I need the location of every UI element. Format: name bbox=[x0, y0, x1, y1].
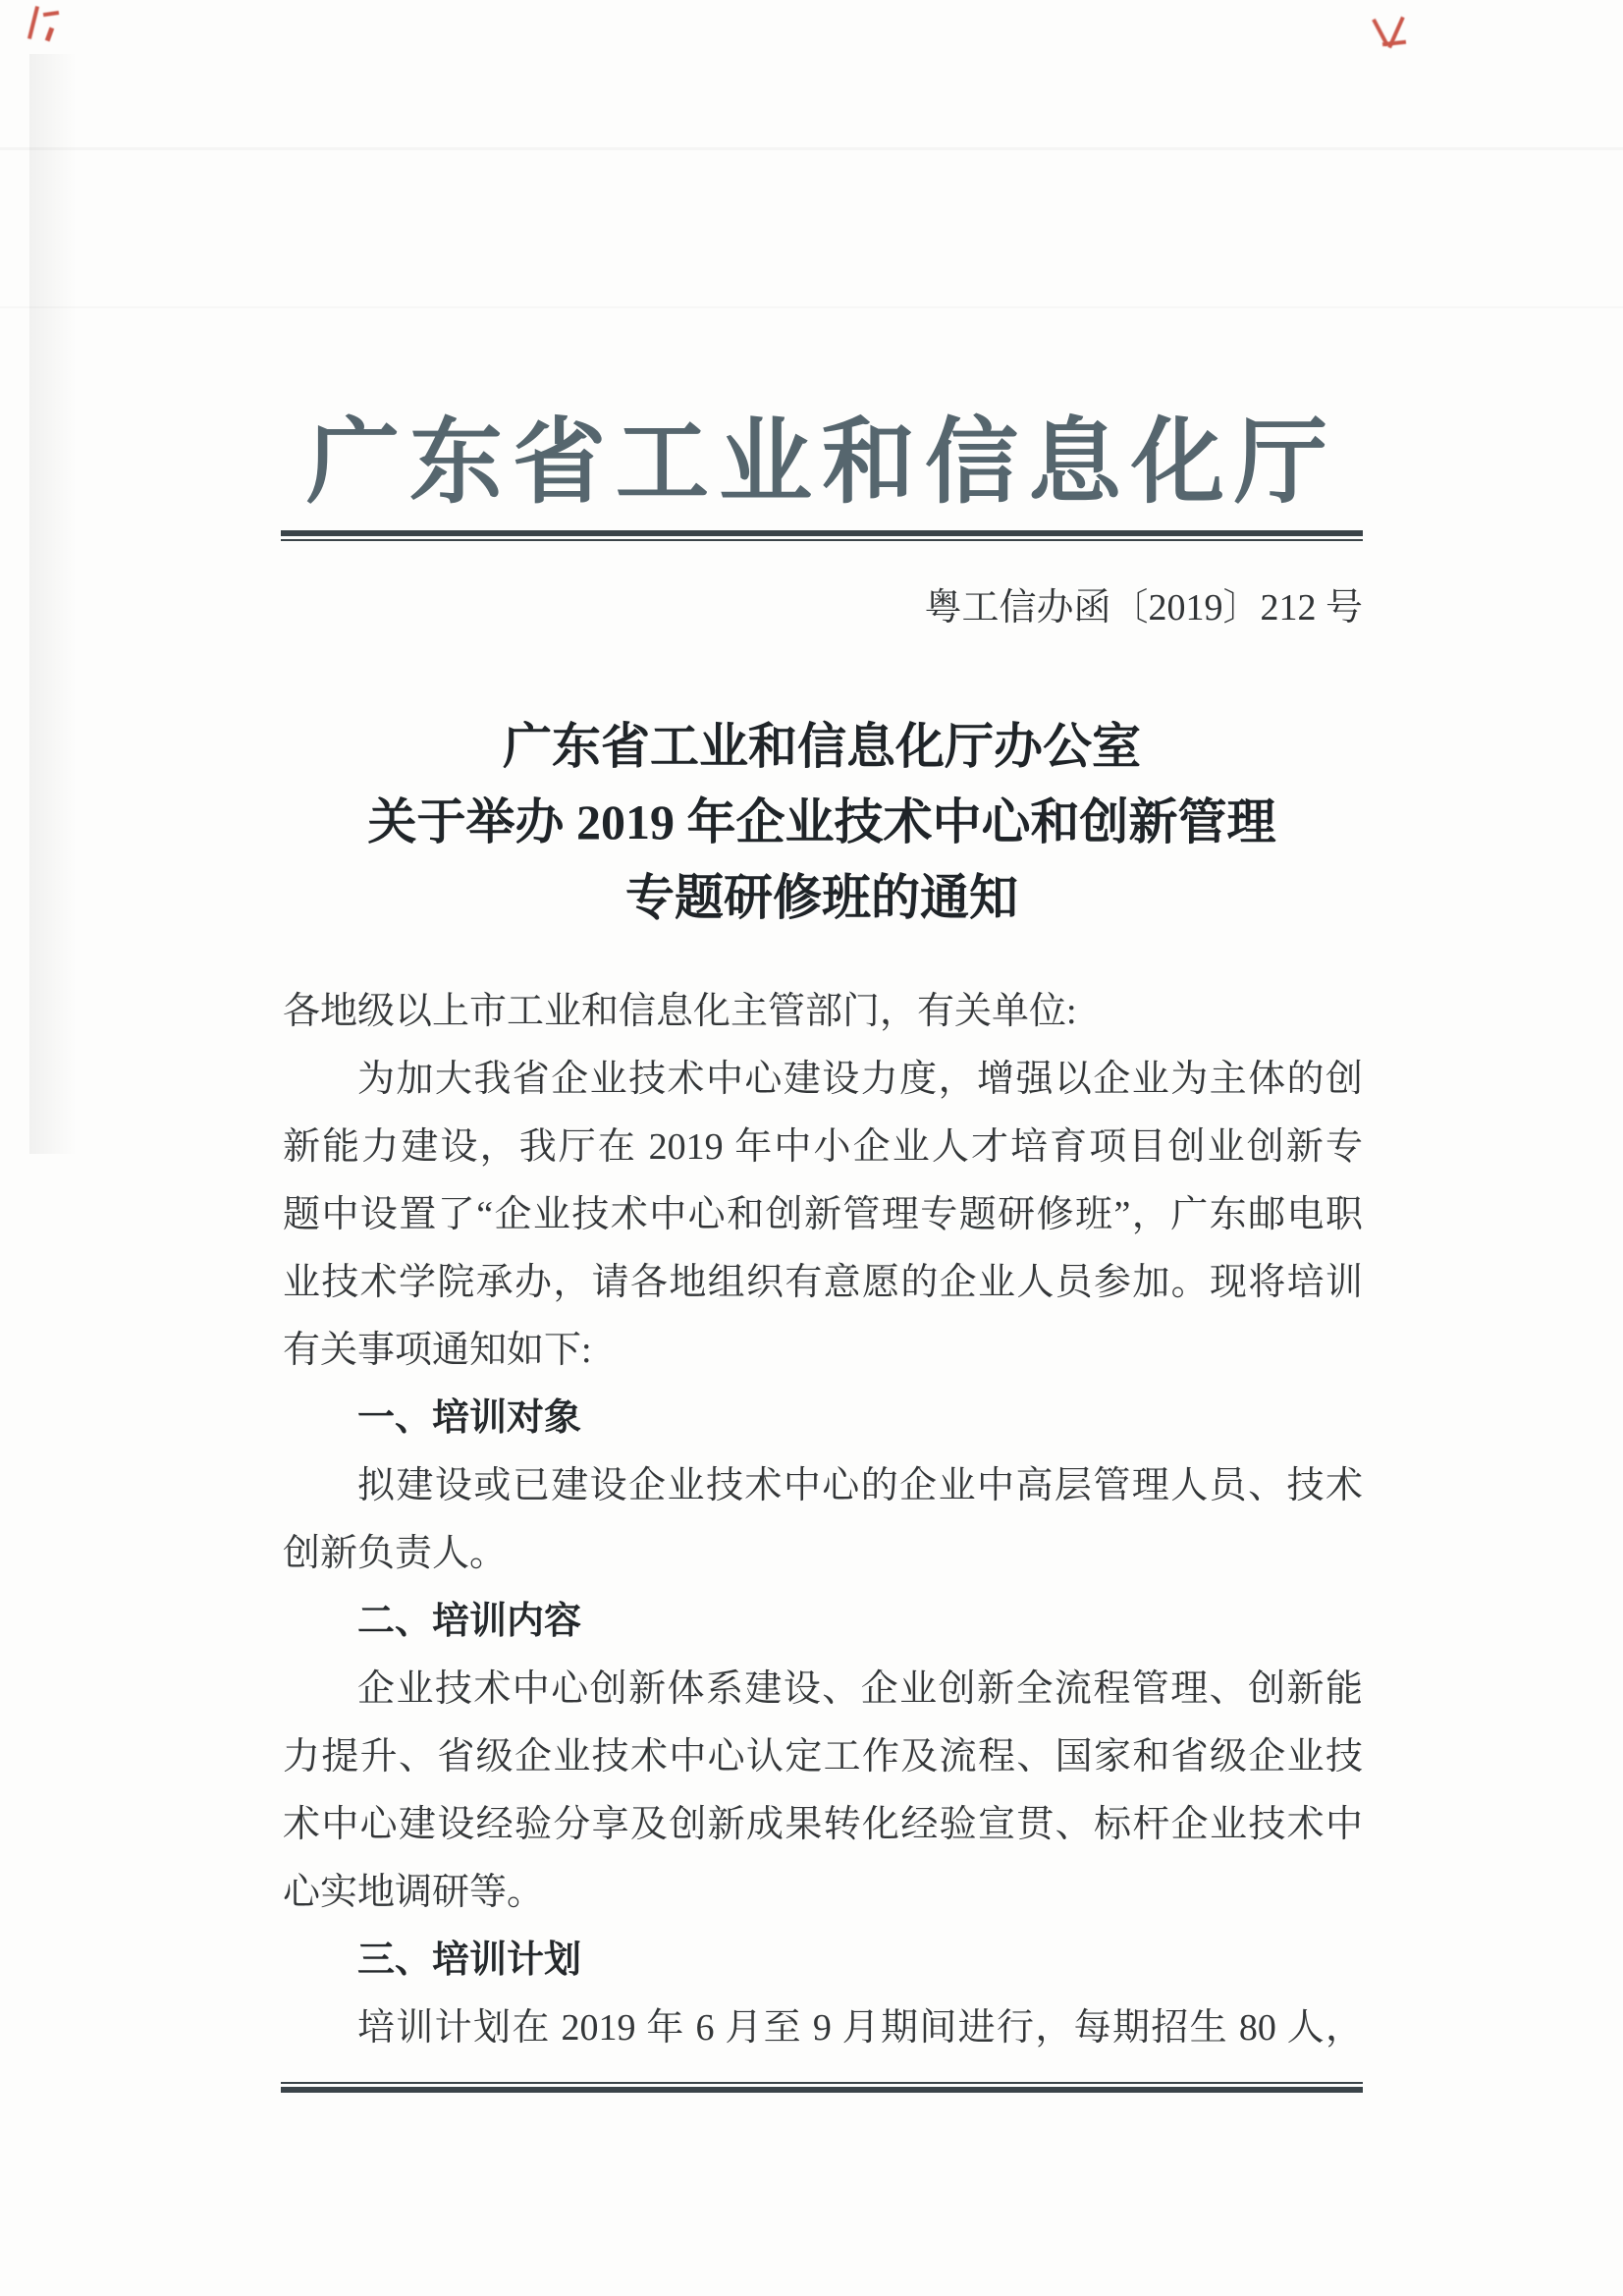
divider-thin-line bbox=[281, 539, 1363, 541]
document-title-line-1: 广东省工业和信息化厅办公室 bbox=[503, 719, 1141, 774]
scan-band-artifact bbox=[0, 147, 1623, 150]
red-scan-mark-top-left bbox=[27, 2, 67, 47]
section-heading-3: 三、培训计划 bbox=[357, 1940, 582, 1981]
section-heading-2: 二、培训内容 bbox=[357, 1601, 582, 1642]
body-line: 创新负责人。 bbox=[283, 1533, 508, 1574]
body-line: 拟建设或已建设企业技术中心的企业中高层管理人员、技术 bbox=[357, 1465, 1363, 1506]
document-body bbox=[283, 978, 1363, 2062]
divider-thick-line bbox=[281, 2087, 1363, 2093]
document-number: 粤工信办函〔2019〕212 号 bbox=[924, 587, 1363, 629]
body-line: 新能力建设，我厅在 2019 年中小企业人才培育项目创业创新专 bbox=[283, 1126, 1363, 1168]
red-scan-mark-top-right bbox=[1373, 12, 1420, 57]
body-line: 力提升、省级企业技术中心认定工作及流程、国家和省级企业技 bbox=[283, 1736, 1363, 1777]
body-line: 培训计划在 2019 年 6 月至 9 月期间进行，每期招生 80 人， bbox=[357, 2007, 1363, 2049]
body-line: 为加大我省企业技术中心建设力度，增强以企业为主体的创 bbox=[357, 1059, 1363, 1100]
document-title-line-3: 专题研修班的通知 bbox=[625, 870, 1018, 925]
body-line: 心实地调研等。 bbox=[283, 1872, 545, 1913]
body-line: 术中心建设经验分享及创新成果转化经验宣贯、标杆企业技术中 bbox=[283, 1804, 1363, 1845]
body-line-salutation: 各地级以上市工业和信息化主管部门，有关单位: bbox=[283, 991, 1077, 1032]
section-heading-1: 一、培训对象 bbox=[357, 1397, 582, 1439]
masthead-divider-rule bbox=[281, 530, 1363, 541]
body-line: 有关事项通知如下: bbox=[283, 1330, 592, 1371]
document-title bbox=[269, 709, 1375, 936]
body-line: 题中设置了“企业技术中心和创新管理专题研修班”，广东邮电职 bbox=[283, 1194, 1363, 1235]
scan-band-artifact bbox=[0, 306, 1623, 308]
agency-masthead: 广东省工业和信息化厅 bbox=[305, 410, 1337, 515]
document-title-line-2: 关于举办 2019 年企业技术中心和创新管理 bbox=[367, 794, 1276, 849]
body-line: 业技术学院承办，请各地组织有意愿的企业人员参加。现将培训 bbox=[283, 1262, 1363, 1303]
footer-divider-rule bbox=[281, 2082, 1363, 2093]
body-line: 企业技术中心创新体系建设、企业创新全流程管理、创新能 bbox=[357, 1668, 1363, 1710]
scan-shadow-streak bbox=[29, 54, 77, 1154]
